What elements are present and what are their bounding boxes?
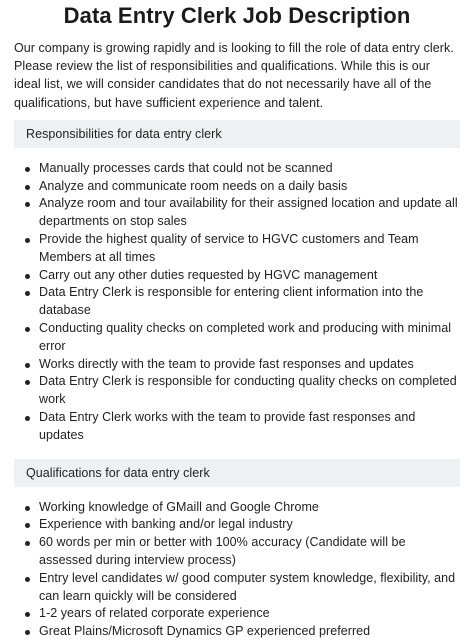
- bullet-icon: [25, 612, 30, 617]
- qualification-text: 1-2 years of related corporate experience: [39, 606, 270, 621]
- responsibility-text: Data Entry Clerk is responsible for entering client information into the database: [39, 285, 424, 318]
- responsibility-text: Works directly with the team to provide fast responses and updates: [39, 356, 414, 371]
- bullet-icon: [25, 541, 30, 546]
- responsibility-item: [14, 373, 460, 409]
- responsibility-item: [14, 231, 460, 267]
- qualifications-heading: Qualifications for data entry clerk: [14, 459, 460, 487]
- responsibilities-heading: Responsibilities for data entry clerk: [14, 120, 460, 148]
- responsibility-item: [14, 409, 460, 445]
- bullet-icon: [25, 523, 30, 528]
- responsibility-text: Analyze and communicate room needs on a daily basis: [39, 178, 348, 193]
- responsibility-item: [14, 195, 460, 231]
- qualification-item: [14, 605, 460, 623]
- bullet-icon: [25, 202, 30, 207]
- bullet-icon: [25, 167, 30, 172]
- responsibility-text: Analyze room and tour availability for their assigned location and update all departments on stop sales: [39, 196, 458, 229]
- qualifications-list: [14, 499, 460, 641]
- bullet-icon: [25, 291, 30, 296]
- responsibility-text: Provide the highest quality of service to HGVC customers and Team Members at all times: [39, 232, 419, 264]
- responsibility-item: [14, 178, 460, 196]
- qualification-text: Great Plains/Microsoft Dynamics GP experienced preferred: [39, 624, 371, 639]
- qualification-item: [14, 570, 460, 606]
- bullet-icon: [25, 185, 30, 190]
- responsibility-item: [14, 320, 460, 356]
- bullet-icon: [25, 416, 30, 421]
- page-title: Data Entry Clerk Job Description: [63, 3, 411, 28]
- responsibility-text: Carry out any other duties requested by HGVC management: [39, 267, 378, 282]
- intro-paragraph: Our company is growing rapidly and is looking to fill the role of data entry clerk. Please review the list of responsibilities and qualifications. While this is our ideal list, we will consider candidates that do not necessarily have all of the qualifications, but have sufficient experience and talent.: [14, 41, 454, 110]
- qualification-text: Working knowledge of GMaill and Google Chrome: [39, 499, 319, 514]
- bullet-icon: [25, 327, 30, 332]
- qualification-item: [14, 516, 460, 534]
- qualification-item: [14, 623, 460, 641]
- qualification-item: [14, 534, 460, 570]
- qualification-text: Entry level candidates w/ good computer system knowledge, flexibility, and can learn quickly will be considered: [39, 570, 456, 603]
- qualification-item: [14, 499, 460, 517]
- bullet-icon: [25, 380, 30, 385]
- responsibility-text: Data Entry Clerk is responsible for conducting quality checks on completed work: [39, 374, 457, 407]
- responsibility-text: Manually processes cards that could not be scanned: [39, 160, 333, 175]
- responsibility-item: [14, 267, 460, 285]
- bullet-icon: [25, 577, 30, 582]
- bullet-icon: [25, 238, 30, 243]
- responsibilities-section: [14, 120, 460, 445]
- responsibility-item: [14, 160, 460, 178]
- bullet-icon: [25, 630, 30, 635]
- responsibility-item: [14, 356, 460, 374]
- bullet-icon: [25, 506, 30, 511]
- qualifications-section: [14, 459, 460, 641]
- responsibility-item: [14, 284, 460, 320]
- qualification-text: 60 words per min or better with 100% accuracy (Candidate will be assessed during interview process): [39, 535, 406, 567]
- responsibility-text: Conducting quality checks on completed work and producing with minimal error: [39, 320, 452, 353]
- responsibilities-list: [14, 160, 460, 445]
- bullet-icon: [25, 363, 30, 368]
- bullet-icon: [25, 274, 30, 279]
- qualification-text: Experience with banking and/or legal industry: [39, 517, 293, 532]
- responsibility-text: Data Entry Clerk works with the team to provide fast responses and updates: [39, 409, 416, 442]
